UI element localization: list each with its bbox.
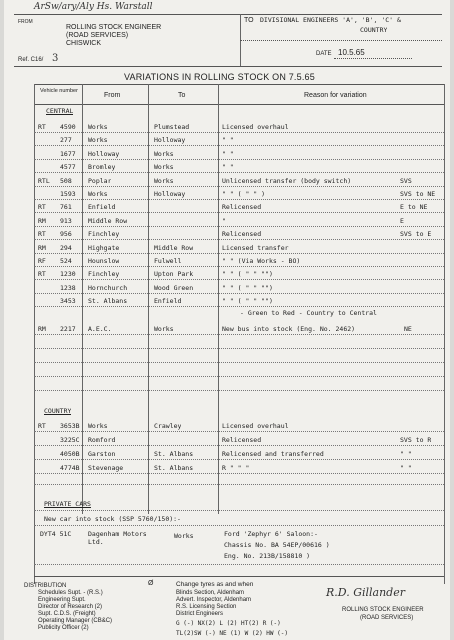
section-private: PRIVATE CARS (44, 500, 91, 508)
private-from: Dagenham Motors Ltd. (88, 530, 147, 546)
row-from: Highgate (88, 243, 120, 252)
signature: R.D. Gillander (326, 586, 405, 599)
row-cls: RM (38, 216, 46, 225)
table-row-rule (34, 239, 444, 240)
tyre-note: Change tyres as and when (176, 581, 254, 588)
row-to: Middle Row (154, 243, 194, 252)
table-row-rule (34, 306, 444, 307)
to-line (240, 40, 442, 41)
row-to: Plumstead (154, 123, 190, 131)
row-cls: RT (38, 270, 46, 279)
row-to: Upton Park (154, 270, 194, 279)
new-bus-rule (34, 334, 444, 335)
row-reason: " " ( " " ) (222, 190, 266, 198)
row-num: 1677 (60, 149, 76, 158)
row-extra: " " (400, 464, 412, 472)
document-sheet (4, 0, 450, 640)
row-num: 1593 (60, 190, 76, 198)
new-bus-from: A.E.C. (88, 325, 112, 333)
row-to: Holloway (154, 190, 186, 198)
private-to: Works (174, 532, 194, 540)
row-num: 1238 (60, 283, 76, 292)
table-row-rule (34, 186, 444, 187)
row-reason: Relicensed (222, 203, 262, 212)
row-to: Works (154, 163, 174, 172)
row-extra: SVS (400, 176, 412, 185)
row-num: 3225C (60, 436, 80, 444)
document-title: VARIATIONS IN ROLLING STOCK ON 7.5.65 (124, 72, 315, 82)
private-rule (34, 564, 444, 565)
table-row-rule (34, 172, 444, 173)
distribution-item: Publicity Officer (2) (38, 625, 89, 631)
row-num: 761 (60, 203, 72, 212)
row-extra: " " (400, 450, 412, 458)
table-row-rule (34, 445, 444, 446)
table-row-rule (34, 145, 444, 146)
new-bus-to: Works (154, 325, 174, 333)
row-extra: E (400, 216, 404, 225)
row-to: Holloway (154, 136, 186, 145)
table-col-line-1 (82, 84, 83, 514)
row-reason: Relicensed (222, 230, 262, 239)
ref-value: 3 (52, 53, 59, 64)
row-reason: Relicensed and transferred (222, 450, 324, 458)
handwritten-note: ArSw/ary/Aly Hs. Warstall (34, 2, 153, 12)
private-desc-2: Chassis No. BA 54EP/00616 ) (224, 541, 330, 549)
blank-rule (34, 362, 444, 363)
table-row-rule (34, 253, 444, 254)
row-to: Crawley (154, 422, 182, 430)
row-from: Holloway (88, 149, 120, 158)
row-reason: " (222, 216, 226, 225)
row-to: Fulwell (154, 257, 182, 265)
date-value: 10.5.65 (338, 48, 365, 57)
blank-rule (34, 484, 444, 485)
private-desc-3: Eng. No. 213B/158810 ) (224, 552, 311, 560)
row-to: Works (154, 176, 174, 185)
row-num: 4050B (60, 450, 80, 458)
row-reason: " " (222, 136, 234, 145)
row-cls: RT (38, 123, 46, 131)
table-row-rule (34, 431, 444, 432)
row-from: Finchley (88, 270, 120, 279)
row-from: Enfield (88, 203, 116, 212)
row-extra: SVS to E (400, 230, 432, 239)
distribution-mid (176, 590, 251, 618)
row-num: 294 (60, 243, 72, 252)
note-mark: Ø (148, 580, 154, 587)
distribution-item: R.S. Licensing Section (176, 604, 237, 610)
row-num: 3453 (60, 297, 76, 306)
new-bus-number: 2217 (60, 325, 76, 333)
distribution-item: Advert. Inspector, Aldenham (176, 597, 252, 603)
private-rule (34, 525, 444, 526)
distribution-item: Engineering Supt. (38, 597, 86, 603)
col-reason-header: Reason for variation (304, 92, 367, 99)
to-label: TO (244, 17, 254, 24)
row-num: 4577 (60, 163, 76, 172)
row-num: 277 (60, 136, 72, 145)
row-to: Works (154, 149, 174, 158)
row-from: St. Albans (88, 297, 128, 306)
org-line-1: ROLLING STOCK ENGINEER (66, 24, 162, 31)
ref-label: Ref. C16/ (18, 57, 44, 63)
new-bus-class: RM (38, 325, 46, 333)
row-from: Poplar (88, 176, 112, 185)
table-header-bottom (34, 104, 444, 105)
to-text: DIVISIONAL ENGINEERS 'A', 'B', 'C' & (260, 16, 401, 24)
distribution-left (38, 590, 112, 632)
row-from: Stevenage (88, 464, 124, 472)
new-bus-extra: NE (404, 325, 412, 333)
row-num: 1230 (60, 270, 76, 279)
row-to: St. Albans (154, 450, 194, 458)
table-row-rule (34, 279, 444, 280)
row-from: Middle Row (88, 216, 128, 225)
row-reason: R " " " (222, 464, 250, 472)
header-bottom-rule (14, 66, 442, 67)
signature-title-2: (ROAD SERVICES) (360, 615, 414, 621)
col-vehicle-header: Vehicle number (40, 88, 78, 94)
private-desc-1: Ford 'Zephyr 6' Saloon:- (224, 530, 318, 538)
district-codes-1: G (-) NX(2) L (2) HT(2) R (-) (176, 620, 281, 627)
distribution-item: Blinds Section, Aldenham (176, 590, 245, 596)
row-from: Hornchurch (88, 283, 128, 292)
row-from: Works (88, 123, 108, 131)
row-num: 3653B (60, 422, 80, 430)
private-line-1: New car into stock (SSP 5760/150):- (44, 515, 181, 523)
distribution-item: Supt. C.D.S. (Freight) (38, 611, 96, 617)
row-reason: Relicensed (222, 436, 262, 444)
row-to: Enfield (154, 297, 182, 306)
distribution-item: Schedules Supt. - (R.S.) (38, 590, 103, 596)
table-col-line-3 (218, 84, 219, 514)
row-from: Bromley (88, 163, 116, 172)
row-num: 508 (60, 176, 72, 185)
org-line-2: (ROAD SERVICES) (66, 32, 129, 39)
row-to: Wood Green (154, 283, 194, 292)
row-extra: SVS to R (400, 436, 432, 444)
private-reg: DYT4 51C (40, 530, 72, 538)
row-from: Finchley (88, 230, 120, 239)
col-to-header: To (178, 92, 186, 99)
distribution-item: Operating Manager (CB&C) (38, 618, 113, 624)
row-num: 913 (60, 216, 72, 225)
blank-rule (34, 348, 444, 349)
row-reason: Unlicensed transfer (body switch) (222, 176, 352, 185)
distribution-label: DISTRIBUTION (24, 583, 67, 589)
table-row-rule (34, 266, 444, 267)
row-reason: " " ( " " "") (222, 283, 273, 292)
header-top-rule (14, 14, 442, 15)
table-row-rule (34, 132, 444, 133)
table-row-rule (34, 159, 444, 160)
table-top-border (34, 84, 444, 85)
row-num: 524 (60, 257, 72, 265)
row-reason: " " (Via Works - BO) (222, 257, 301, 265)
distribution-item: Director of Research (2) (38, 604, 103, 610)
row-reason: " " ( " " "") (222, 270, 273, 279)
table-row-rule (34, 212, 444, 213)
to-text-2: COUNTRY (360, 26, 388, 34)
row-cls: RF (38, 257, 46, 265)
row-cls: RTL (38, 176, 50, 185)
row-num: 4774B (60, 464, 80, 472)
col-from-header: From (104, 92, 121, 99)
table-bottom-border (34, 576, 444, 577)
district-codes-2: TL(2)SW (-) NE (1) W (2) HW (-) (176, 630, 288, 637)
section-central: CENTRAL (46, 107, 74, 115)
row-extra: E to NE (400, 203, 428, 212)
row-from: Romford (88, 436, 116, 444)
date-label: DATE (316, 51, 332, 57)
row-cls: RT (38, 203, 46, 212)
row-to: St. Albans (154, 464, 194, 472)
row-reason: Licensed transfer (222, 243, 289, 252)
row-num: 956 (60, 230, 72, 239)
row-cls: RM (38, 243, 46, 252)
row-cls: RT (38, 230, 46, 239)
row-reason: Licensed overhaul (222, 422, 289, 430)
green-to-red-note: - Green to Red - Country to Central (240, 309, 377, 317)
private-rule (34, 510, 444, 511)
row-cls: RT (38, 422, 46, 430)
row-from: Garston (88, 450, 116, 458)
row-reason: " " ( " " "") (222, 297, 273, 306)
from-label: FROM (18, 19, 33, 25)
row-from: Hounslow (88, 257, 120, 265)
table-row-rule (34, 473, 444, 474)
table-row-rule (34, 459, 444, 460)
blank-rule (34, 376, 444, 377)
row-from: Works (88, 136, 108, 145)
row-num: 4590 (60, 123, 76, 131)
row-reason: Licensed overhaul (222, 123, 289, 131)
table-row-rule (34, 226, 444, 227)
blank-rule (34, 390, 444, 391)
row-from: Works (88, 422, 108, 430)
table-row-rule (34, 293, 444, 294)
date-underline (334, 58, 412, 59)
section-country: COUNTRY (44, 407, 72, 415)
org-line-3: CHISWICK (66, 40, 101, 47)
distribution-item: District Engineers (176, 611, 224, 617)
signature-title-1: ROLLING STOCK ENGINEER (342, 607, 424, 613)
new-bus-reason: New bus into stock (Eng. No. 2462) (222, 325, 356, 333)
row-from: Works (88, 190, 108, 198)
row-extra: SVS to NE (400, 190, 436, 198)
row-reason: " " (222, 163, 234, 172)
row-reason: " " (222, 149, 234, 158)
table-col-line-4 (444, 84, 445, 584)
table-col-line-2 (148, 84, 149, 514)
table-row-rule (34, 199, 444, 200)
